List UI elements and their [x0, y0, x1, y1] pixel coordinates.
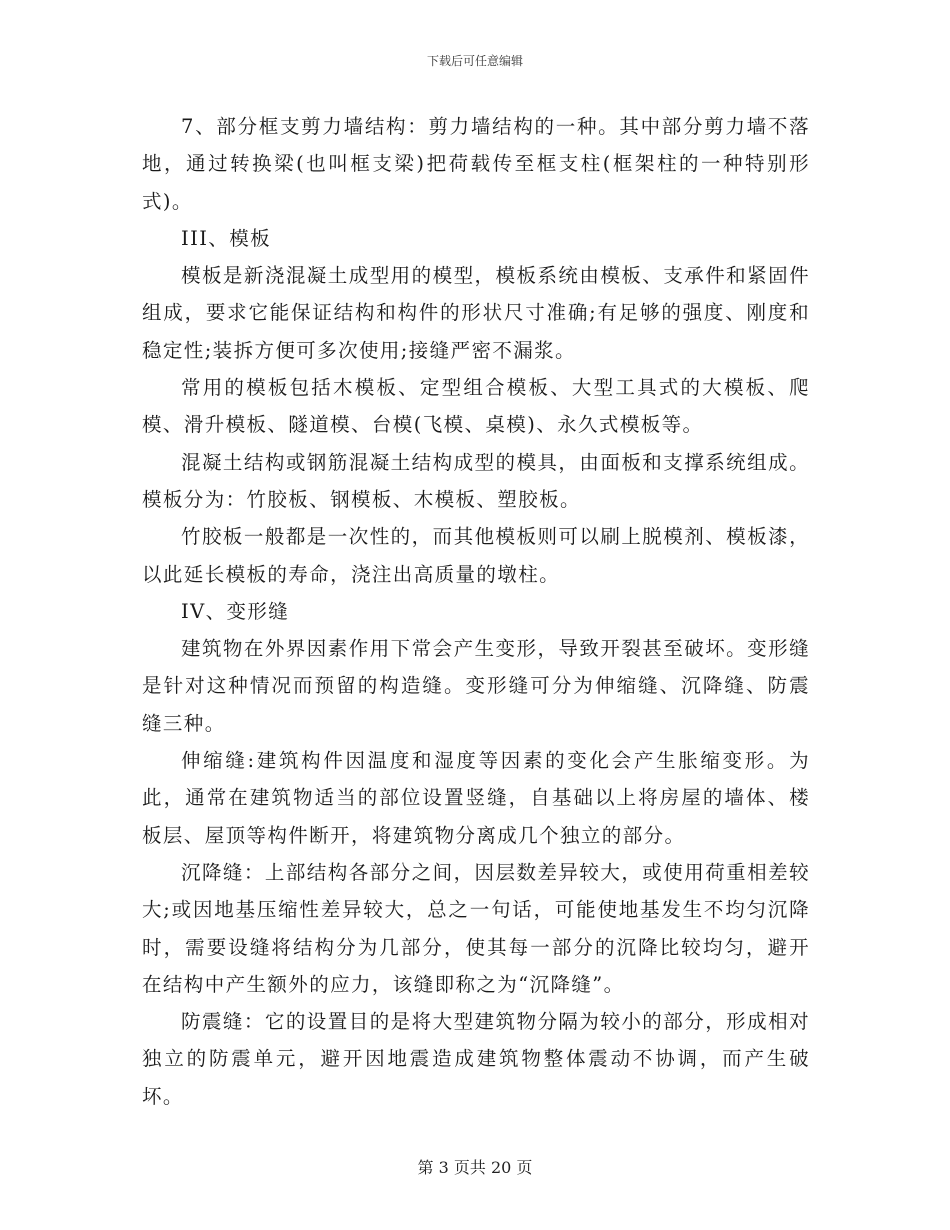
paragraph-settlement-joint: 沉降缝：上部结构各部分之间，因层数差异较大，或使用荷重相差较大;或因地基压缩性差异较大，总之一句话，可能使地基发生不均匀沉降时，需要设缝将结构分为几部分，使其每一部分的沉降比较均匀，避开在结构中产生额外的应力，该缝即称之为“沉降缝”。 — [142, 860, 810, 996]
paragraph-formwork-materials: 混凝土结构或钢筋混凝土结构成型的模具，由面板和支撑系统组成。模板分为：竹胶板、钢模板、木模板、塑胶板。 — [142, 450, 810, 511]
paragraph-expansion-joint: 伸缩缝:建筑构件因温度和湿度等因素的变化会产生胀缩变形。为此，通常在建筑物适当的部位设置竖缝，自基础以上将房屋的墙体、楼板层、屋顶等构件断开，将建筑物分离成几个独立的部分。 — [142, 749, 810, 847]
section-heading-formwork: III、模板 — [181, 226, 272, 250]
paragraph-formwork-definition: 模板是新浇混凝土成型用的模型，模板系统由模板、支承件和紧固件组成，要求它能保证结构和构件的形状尺寸准确;有足够的强度、刚度和稳定性;装拆方便可多次使用;接缝严密不漏浆。 — [142, 264, 810, 362]
paragraph-seismic-joint: 防震缝：它的设置目的是将大型建筑物分隔为较小的部分，形成相对独立的防震单元，避开因地震造成建筑物整体震动不协调，而产生破坏。 — [142, 1010, 810, 1108]
paragraph-deformation-joint: 建筑物在外界因素作用下常会产生变形，导致开裂甚至破坏。变形缝是针对这种情况而预留的构造缝。变形缝可分为伸缩缝、沉降缝、防震缝三种。 — [142, 637, 810, 735]
section-heading-deformation-joint: IV、变形缝 — [181, 599, 290, 623]
paragraph-bamboo-plywood: 竹胶板一般都是一次性的，而其他模板则可以刷上脱模剂、模板漆，以此延长模板的寿命，浇注出高质量的墩柱。 — [142, 525, 810, 586]
page-header: 下载后可任意编辑 — [426, 54, 523, 68]
document-body — [142, 108, 810, 1115]
paragraph-formwork-types: 常用的模板包括木模板、定型组合模板、大型工具式的大模板、爬模、滑升模板、隧道模、台模(飞模、桌模)、永久式模板等。 — [142, 376, 810, 437]
paragraph-frame-supported-shear-wall: 7、部分框支剪力墙结构：剪力墙结构的一种。其中部分剪力墙不落地，通过转换梁(也叫框支梁)把荷载传至框支柱(框架柱的一种特别形式)。 — [142, 115, 810, 213]
page-footer: 第 3 页共 20 页 — [417, 1158, 533, 1177]
